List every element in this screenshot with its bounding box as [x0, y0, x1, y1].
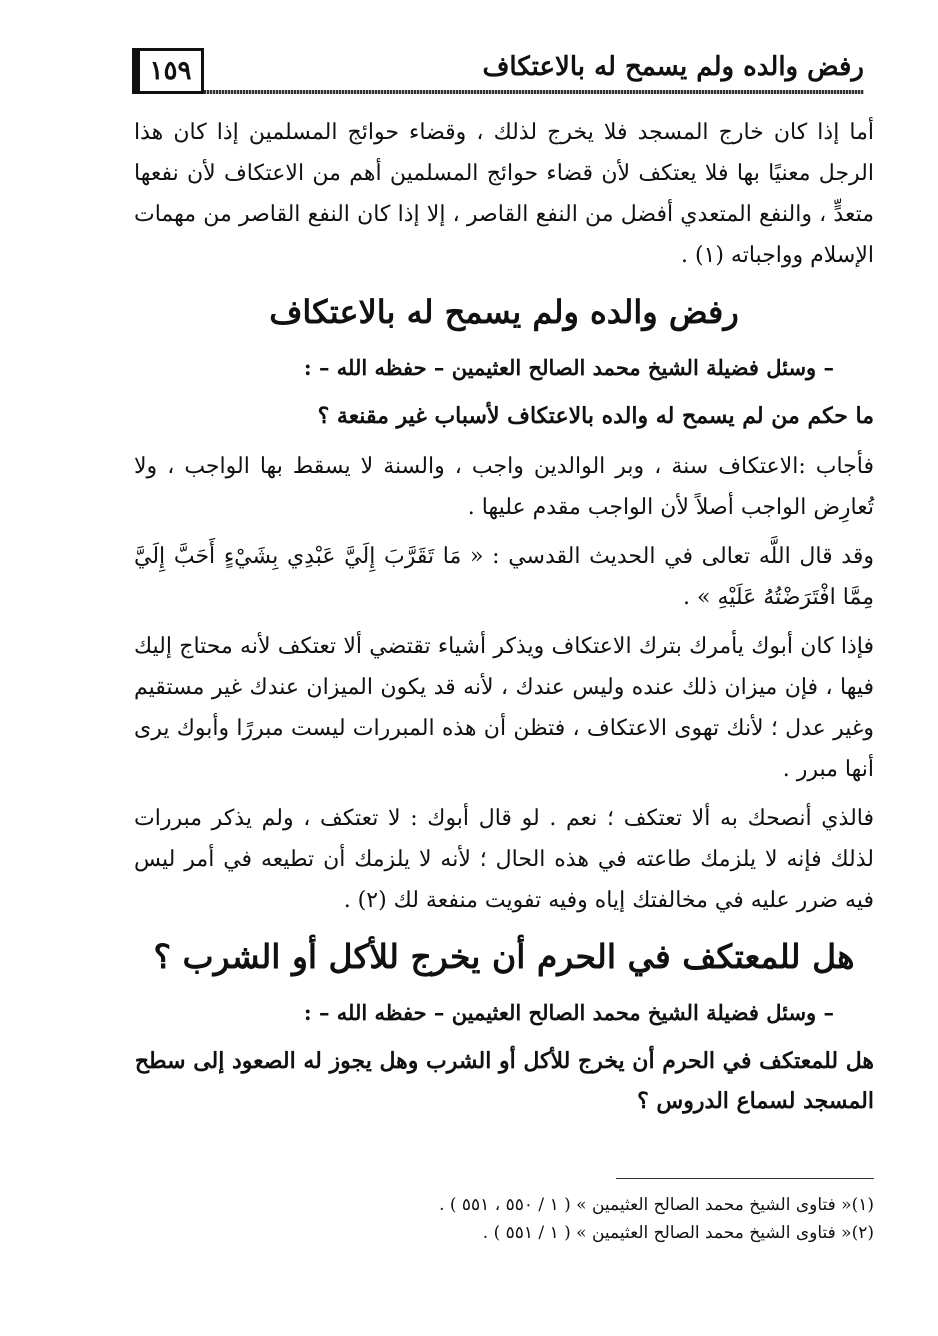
answer-paragraph-1: فأجاب :الاعتكاف سنة ، وبر الوالدين واجب ، والسنة لا يسقط بها الواجب ، ولا تُعارِض الواجب أصلاً لأن الواجب مقدم عليها . — [134, 454, 874, 520]
asked-line-1: – وسئل فضيلة الشيخ محمد الصالح العثيمين – حفظه الله – : — [303, 355, 834, 380]
header-rule — [204, 90, 864, 94]
section-heading-2: هل للمعتكف في الحرم أن يخرج للأكل أو الشرب ؟ — [153, 937, 855, 976]
page-number: ١٥٩ — [132, 48, 204, 94]
page-header — [132, 48, 864, 96]
footnote-1: (١)« فتاوى الشيخ محمد الصالح العثيمين » ( ١ / ٥٥٠ ، ٥٥١ ) . — [439, 1195, 874, 1215]
footnotes — [134, 1178, 874, 1247]
hadith-paragraph: وقد قال اللَّه تعالى في الحديث القدسي : « مَا تَقَرَّبَ إِلَيَّ عَبْدِي بِشَيْءٍ أَحَبَّ إِلَيَّ مِمَّا افْتَرَضْتُهُ عَلَيْهِ » . — [134, 544, 874, 610]
question-2: هل للمعتكف في الحرم أن يخرج للأكل أو الشرب وهل يجوز له الصعود إلى سطح المسجد لسماع الدروس ؟ — [134, 1048, 874, 1114]
footnote-2: (٢)« فتاوى الشيخ محمد الصالح العثيمين » ( ١ / ٥٥١ ) . — [482, 1223, 874, 1243]
running-title: رفض والده ولم يسمح له بالاعتكاف — [482, 52, 864, 82]
paragraph-1: أما إذا كان خارج المسجد فلا يخرج لذلك ، وقضاء حوائج المسلمين إذا كان هذا الرجل معنيًا بها فلا يعتكف لأن قضاء حوائج المسلمين أهم من الاعتكاف لأن نفعها متعدٍّ ، والنفع المتعدي أفضل من النفع القاصر ، إلا إذا كان النفع القاصر من مهمات الإسلام وواجباته (١) . — [134, 120, 874, 268]
page-body — [134, 112, 874, 1131]
paragraph-advice: فالذي أنصحك به ألا تعتكف ؛ نعم . لو قال أبوك : لا تعتكف ، ولم يذكر مبررات لذلك فإنه لا يلزمك طاعته في هذه الحال ؛ لأنه لا يلزمك أن تطيعه في أمر ليس فيه ضرر عليه في مخالفتك إياه وفيه تفويت منفعة لك (٢) . — [134, 806, 874, 913]
footnote-rule — [616, 1178, 874, 1179]
paragraph-father: فإذا كان أبوك يأمرك بترك الاعتكاف ويذكر أشياء تقتضي ألا تعتكف لأنه محتاج إليك فيها ، فإن ميزان ذلك عنده وليس عندك ، لأنه قد يكون الميزان عندك غير مستقيم وغير عدل ؛ لأنك تهوى الاعتكاف ، فتظن أن هذه المبررات ليست مبررًا وأبوك يرى أنها مبرر . — [134, 634, 875, 782]
section-heading-1: رفض والده ولم يسمح له بالاعتكاف — [269, 293, 739, 331]
asked-line-2: – وسئل فضيلة الشيخ محمد الصالح العثيمين – حفظه الله – : — [303, 1000, 834, 1025]
question-1: ما حكم من لم يسمح له والده بالاعتكاف لأسباب غير مقنعة ؟ — [317, 403, 874, 429]
